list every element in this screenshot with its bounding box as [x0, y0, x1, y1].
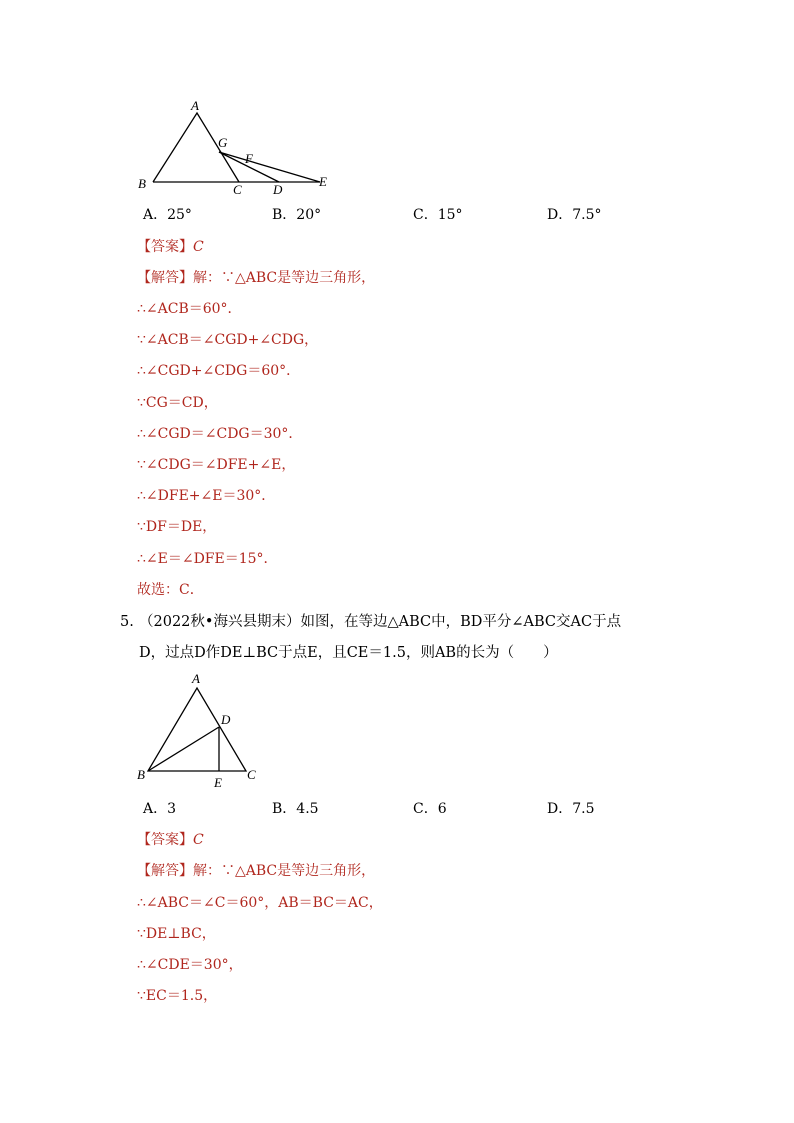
option-c: C．15° — [413, 207, 463, 223]
answer-value: C — [193, 239, 204, 255]
question-number: 5. — [120, 614, 134, 630]
solution-line: ∵∠CDG＝∠DFE+∠E， — [137, 457, 296, 473]
option-c: C．6 — [413, 801, 447, 817]
label-D: D — [273, 182, 283, 197]
solution-line: ∴∠CGD＝∠CDG＝30°． — [137, 426, 303, 442]
solution-line: ∵DE⊥BC， — [137, 926, 216, 942]
label-G: G — [218, 135, 228, 150]
solution-tag: 【解答】 — [137, 270, 193, 286]
solution-line: ∴∠CGD+∠CDG＝60°． — [137, 363, 301, 379]
solution-text: 解：∵△ABC是等边三角形， — [193, 270, 376, 286]
solution-line: ∵DF＝DE， — [137, 519, 217, 535]
solution-tag: 【解答】 — [137, 863, 193, 879]
label-C: C — [233, 182, 242, 197]
label-A: A — [192, 671, 200, 686]
option-a: A．25° — [143, 207, 192, 223]
solution-line — [137, 269, 375, 287]
solution-line — [137, 862, 375, 880]
option-b: B．4.5 — [272, 801, 319, 817]
answer-tag: 【答案】 — [137, 239, 193, 255]
option-b: B．20° — [272, 207, 322, 223]
label-B: B — [137, 767, 145, 782]
conclusion-line: 故选：C． — [137, 582, 204, 598]
solution-line: ∴∠ACB＝60°． — [137, 301, 242, 317]
solution-line: ∴∠ABC＝∠C＝60°，AB＝BC＝AC， — [137, 895, 383, 911]
solution-line: ∴∠CDE＝30°， — [137, 957, 243, 973]
answer-tag: 【答案】 — [137, 832, 193, 848]
label-A: A — [191, 98, 199, 113]
label-E: E — [214, 775, 222, 790]
solution-line: ∵EC＝1.5， — [137, 988, 218, 1004]
solution-line: ∵∠ACB＝∠CGD+∠CDG， — [137, 332, 319, 348]
label-D: D — [221, 712, 231, 727]
question-line-2: D，过点D作DE⊥BC于点E，且CE＝1.5，则AB的长为（ ） — [139, 645, 558, 661]
answer-value: C — [193, 832, 204, 848]
option-d: D．7.5° — [547, 207, 602, 223]
solution-text: 解：∵△ABC是等边三角形， — [193, 863, 376, 879]
solution-line: ∵CG＝CD， — [137, 395, 218, 411]
answer-line — [137, 238, 204, 256]
solution-line: ∴∠E＝∠DFE＝15°． — [137, 551, 278, 567]
option-a: A．3 — [143, 801, 177, 817]
option-d: D．7.5 — [547, 801, 595, 817]
question-line-1: （2022秋•海兴县期末）如图，在等边△ABC中，BD平分∠ABC交AC于点 — [139, 614, 622, 630]
figure-q5 — [148, 688, 246, 771]
label-F: F — [245, 151, 253, 166]
label-E: E — [319, 174, 327, 189]
solution-line: ∴∠DFE+∠E＝30°． — [137, 488, 276, 504]
answer-line — [137, 831, 204, 849]
label-B: B — [138, 176, 146, 191]
label-C: C — [247, 767, 256, 782]
